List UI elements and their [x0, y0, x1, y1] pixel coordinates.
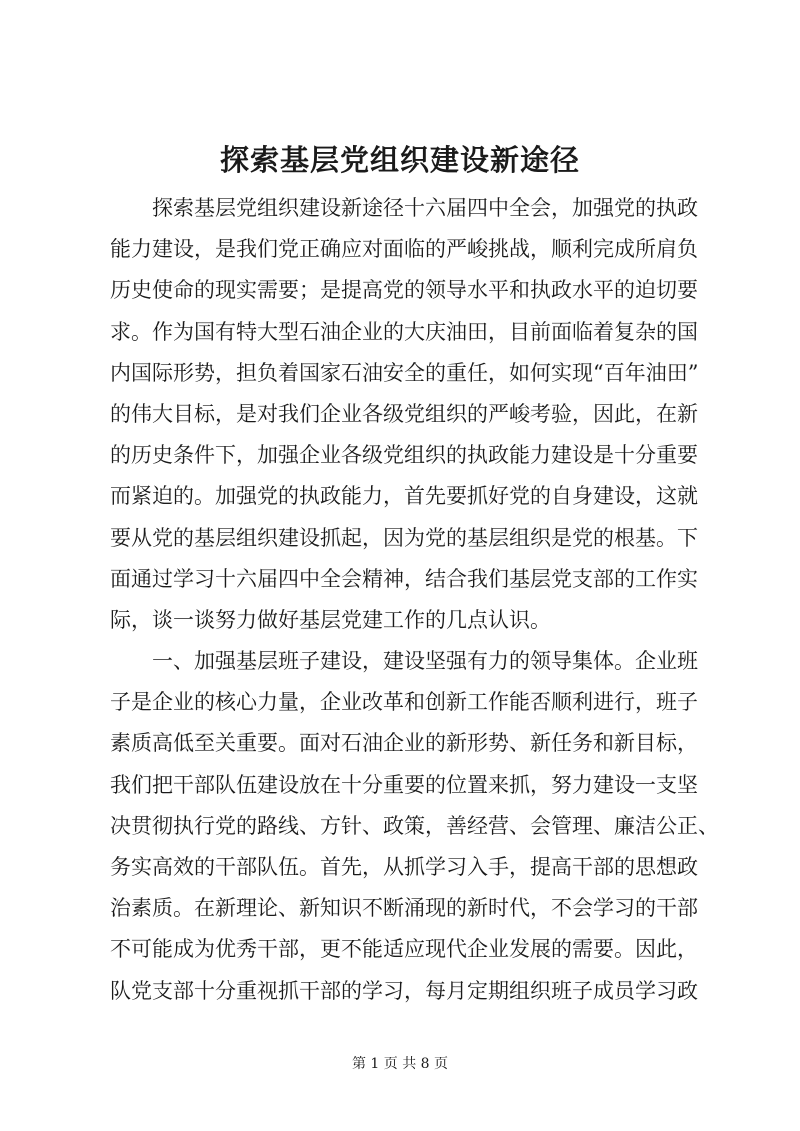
paragraph-line: 一、加强基层班子建设，建设坚强有力的领导集体。企业班 — [152, 649, 698, 674]
paragraph-line: 际，谈一谈努力做好基层党建工作的几点认识。 — [110, 607, 551, 632]
paragraph-line: 面通过学习十六届四中全会精神，结合我们基层党支部的工作实 — [110, 566, 698, 591]
paragraph-line: 的伟大目标，是对我们企业各级党组织的严峻考验，因此，在新 — [110, 401, 698, 426]
paragraph-line: 而紧迫的。加强党的执政能力，首先要抓好党的自身建设，这就 — [110, 484, 698, 509]
paragraph-line: 能力建设，是我们党正确应对面临的严峻挑战，顺利完成所肩负 — [110, 237, 698, 262]
document-title: 探索基层党组织建设新途径 — [219, 143, 580, 177]
paragraph-line: 内国际形势，担负着国家石油安全的重任，如何实现“百年油田” — [110, 360, 699, 385]
paragraph-line: 队党支部十分重视抓干部的学习，每月定期组织班子成员学习政 — [110, 978, 698, 1003]
paragraph-line: 决贯彻执行党的路线、方针、政策，善经营、会管理、廉洁公正、 — [110, 813, 719, 838]
paragraph-line: 子是企业的核心力量，企业改革和创新工作能否顺利进行，班子 — [110, 690, 698, 715]
paragraph-line: 探索基层党组织建设新途径十六届四中全会，加强党的执政 — [152, 196, 698, 220]
paragraph-line: 求。作为国有特大型石油企业的大庆油田，目前面临着复杂的国 — [110, 319, 698, 344]
paragraph-line: 素质高低至关重要。面对石油企业的新形势、新任务和新目标， — [110, 731, 698, 756]
paragraph-line: 的历史条件下，加强企业各级党组织的执政能力建设是十分重要 — [110, 443, 698, 468]
paragraph-line: 要从党的基层组织建设抓起，因为党的基层组织是党的根基。下 — [110, 525, 698, 550]
paragraph-line: 历史使命的现实需要；是提高党的领导水平和执政水平的迫切要 — [110, 278, 698, 303]
paragraph-line: 治素质。在新理论、新知识不断涌现的新时代，不会学习的干部 — [110, 896, 698, 921]
document-body — [110, 188, 719, 1012]
paragraph-line: 务实高效的干部队伍。首先，从抓学习入手，提高干部的思想政 — [110, 855, 698, 879]
paragraph-line: 不可能成为优秀干部，更不能适应现代企业发展的需要。因此， — [110, 937, 698, 962]
paragraph-line: 我们把干部队伍建设放在十分重要的位置来抓，努力建设一支坚 — [110, 772, 698, 797]
page-footer: 第 1 页 共 8 页 — [351, 1056, 449, 1072]
